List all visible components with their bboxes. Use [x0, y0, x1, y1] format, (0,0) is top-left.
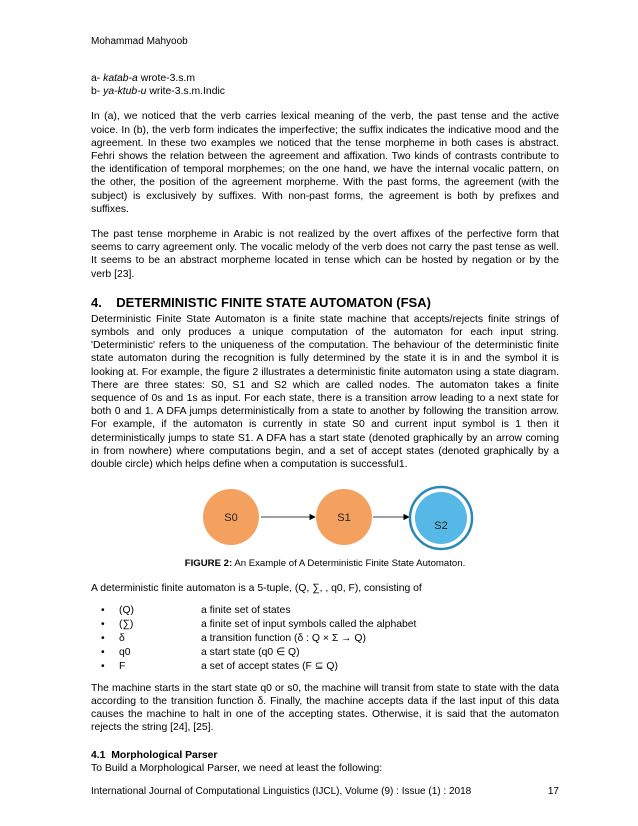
tuple-description: a finite set of input symbols called the alphabet — [201, 618, 417, 630]
paragraph-5: The machine starts in the start state q0 or s0, the machine will transit from state to state with the data according to the transition function δ. Finally, the machine accepts data if the last input of this data causes the machine to halt in one of the accepting states. Otherwise, it is said that the automaton rejects the string [24], [25]. — [91, 682, 559, 734]
bullet-icon: • — [101, 604, 105, 616]
caption-text: An Example of A Deterministic Finite State Automaton. — [232, 558, 466, 570]
example-gloss: write-3.s.m.Indic — [146, 86, 225, 98]
paragraph-1: In (a), we noticed that the verb carries lexical meaning of the verb, the past tense and the active voice. In (b), the verb form indicates the imperfective; the suffix indicates the indicative mood and the agreement. In these two examples we noticed that the tense morpheme in both cases is abstract. Fehri shows the relation between the agreement and affixation. Two kinds of contrasts contribute to the identification of temporal morphemes; on the one hand, we have the internal vocalic pattern, on the other, the position of the agreement morpheme. With the past forms, the agreement (with the subject) is exclusively by suffixes. With non-past forms, the agreement is both by prefixes and suffixes. — [91, 111, 559, 215]
bullet-icon: • — [101, 632, 105, 644]
tuple-item — [91, 632, 559, 646]
example-label: b- — [91, 86, 104, 98]
running-header: Mohammad Mahyoob — [91, 36, 188, 47]
bullet-icon: • — [101, 618, 105, 630]
tuple-list — [91, 604, 559, 674]
tuple-symbol: (∑) — [119, 618, 134, 630]
example-b — [91, 85, 559, 98]
paragraph-2: The past tense morpheme in Arabic is not realized by the overt affixes of the perfective form that seems to carry agreement only. The vocalic melody of the verb does not carry the past tense as well. It seems to be an abstract morpheme located in tense which can be hosted by negation or by the verb [23]. — [91, 229, 559, 280]
journal-citation: International Journal of Computational Linguistics (IJCL), Volume (9) : Issue (1) : 2018 — [91, 786, 472, 797]
tuple-description: a start state (q0 ∈ Q) — [201, 646, 300, 658]
tuple-item — [91, 660, 559, 674]
section-4-1-heading: 4.1 Morphological Parser — [91, 749, 218, 761]
bullet-icon: • — [101, 646, 105, 658]
example-word: katab-a — [103, 73, 138, 84]
page-number: 17 — [547, 786, 559, 797]
page-footer — [91, 786, 559, 797]
tuple-item — [91, 646, 559, 660]
tuple-item — [91, 618, 559, 632]
example-gloss: wrote-3.s.m — [137, 73, 195, 84]
example-a — [91, 72, 559, 85]
example-word: ya-ktub-u — [103, 86, 147, 98]
figure-caption — [91, 557, 559, 570]
tuple-symbol: F — [119, 660, 126, 672]
tuple-symbol: (Q) — [119, 604, 135, 616]
bullet-icon: • — [101, 660, 105, 672]
tuple-symbol: q0 — [119, 646, 131, 658]
dfa-diagram — [91, 481, 559, 551]
section-4-heading: 4. DETERMINISTIC FINITE STATE AUTOMATON (FSA) — [91, 294, 431, 310]
tuple-description: a finite set of states — [201, 604, 291, 616]
paragraph-4: A deterministic finite automaton is a 5-tuple, (Q, ∑, , q0, F), consisting of — [91, 583, 422, 595]
tuple-description: a transition function (δ : Q × Σ → Q) — [201, 632, 366, 644]
tuple-item — [91, 604, 559, 618]
dfa-figure — [91, 481, 559, 551]
tuple-description: a set of accept states (F ⊆ Q) — [201, 660, 338, 672]
paragraph-3: Deterministic Finite State Automaton is a finite state machine that accepts/rejects finite strings of symbols and only produces a unique computation of the automaton for each input string. 'Deterministic' refers to the uniqueness of the computation. The behaviour of the deterministic finite state automaton during the recognition is fully determined by the state it is in and the symbol it is looking at. For example, the figure 2 illustrates a deterministic finite automaton using a state diagram. There are three states: S0, S1 and S2 which are called nodes. The automaton takes a finite sequence of 0s and 1s as input. For each state, there is a transition arrow leading to a next state for both 0 and 1. A DFA jumps deterministically from a state to another by following the transition arrow. For example, if the automaton is currently in state S0 and current input symbol is 1 then it deterministically jumps to state S1. A DFA has a start state (denoted graphically by an arrow coming in from nowhere) where computations begin, and a set of accept states (denoted graphically by a double circle) which helps define when a computation is successful1. — [91, 313, 559, 471]
tuple-symbol: δ — [119, 632, 125, 644]
paragraph-6: To Build a Morphological Parser, we need at least the following: — [91, 762, 383, 774]
state-s0-label: S0 — [224, 512, 238, 525]
state-s2-node — [415, 492, 467, 544]
example-label: a- — [91, 73, 104, 84]
page-body — [91, 72, 559, 775]
state-s2-label: S2 — [434, 520, 448, 533]
caption-label: FIGURE 2: — [184, 558, 233, 570]
state-s1-label: S1 — [337, 512, 351, 525]
